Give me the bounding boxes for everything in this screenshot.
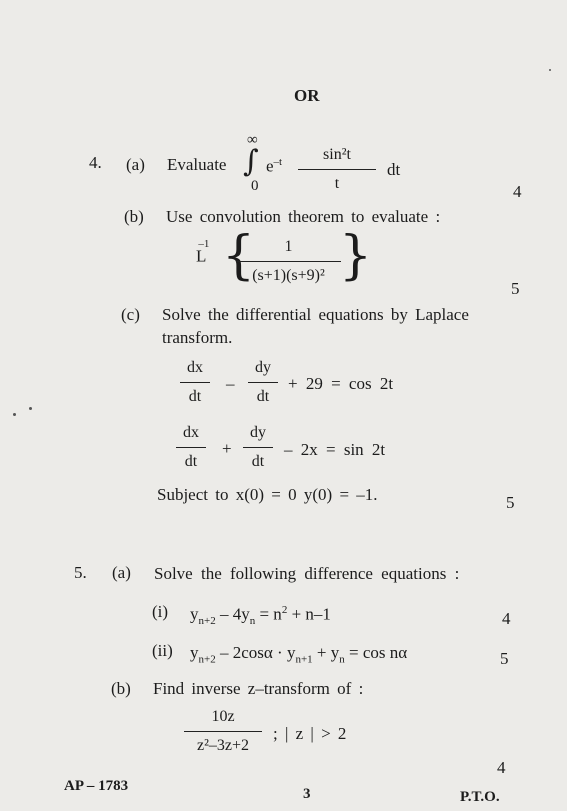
q4c-line1: Solve the differential equations by Laplace (162, 305, 469, 324)
q4b-denominator: (s+1)(s+9)² (252, 267, 325, 284)
eq2-dt1: dt (184, 453, 198, 470)
q5a-i-tail: + n–1 (287, 604, 331, 624)
q5a-i-y1: y (190, 604, 199, 624)
q4c-condition: Subject to x(0) = 0 y(0) = –1. (157, 485, 378, 504)
q4b-marks: 5 (511, 279, 520, 298)
eq1-operator: – (226, 374, 235, 393)
scan-speck (549, 69, 551, 71)
q5b-marks: 4 (497, 758, 506, 777)
q4b-close-brace: } (339, 226, 373, 286)
q5a-ii-rhs: = cos nα (344, 643, 408, 662)
q4a-exp-power: –t (273, 156, 283, 168)
eq2-dt2: dt (251, 453, 265, 470)
q5a-ii-label: (ii) (152, 641, 173, 660)
question-4-number: 4. (89, 153, 102, 172)
eq1-dy: dy (255, 359, 271, 376)
pto-label: P.T.O. (460, 789, 500, 805)
q5a-ii-tail: + y (312, 643, 340, 662)
q4c-marks: 5 (506, 493, 515, 512)
q4a-lower-limit: 0 (251, 178, 259, 194)
q5a-ii-tail-sub: n (339, 653, 345, 666)
q5a-ii-y1: y (190, 643, 199, 662)
q5a-i-marks: 4 (502, 609, 511, 628)
q4b-operator-letter: L (196, 246, 207, 266)
q5a-i-rhs-sup: 2 (281, 604, 288, 616)
q4a-label: (a) (126, 155, 145, 174)
eq1-dt1: dt (188, 388, 202, 405)
or-separator: OR (294, 86, 320, 105)
eq1-dy-dt (248, 359, 278, 406)
q5a-ii-mid: – 2cosα · y (215, 643, 296, 662)
q4a-exp-base: e (266, 156, 274, 176)
q5a-i-rhs: = n (255, 604, 282, 624)
page-number: 3 (303, 786, 311, 802)
eq1-dx: dx (187, 359, 203, 376)
q5a-text: Solve the following difference equations : (154, 564, 460, 583)
q5a-ii-marks: 5 (500, 649, 509, 668)
q5a-ii-y1-sub: n+2 (198, 653, 216, 666)
q4b-label: (b) (124, 207, 144, 226)
eq2-rest: – 2x = sin 2t (284, 440, 386, 459)
eq2-operator: + (222, 439, 232, 458)
paper-code: AP – 1783 (64, 778, 129, 794)
q4a-verb: Evaluate (167, 155, 227, 174)
q5b-condition: ; | z | > 2 (273, 724, 347, 743)
q5b-text: Find inverse z–transform of : (153, 679, 364, 698)
eq1-dx-dt (180, 359, 210, 406)
eq2-dx-dt (176, 424, 206, 471)
eq2-dx: dx (183, 424, 199, 441)
question-5-number: 5. (74, 563, 87, 582)
q5a-label: (a) (112, 563, 131, 582)
q4b-text: Use convolution theorem to evaluate : (166, 207, 441, 226)
eq2-dy: dy (250, 424, 266, 441)
scan-speck (29, 407, 32, 410)
q5b-fraction (184, 708, 262, 755)
q4a-marks: 4 (513, 182, 522, 201)
q4b-operator (196, 238, 217, 267)
q4c-label: (c) (121, 305, 140, 324)
eq2-dy-dt (243, 424, 273, 471)
q4a-numerator: sin²t (323, 146, 351, 163)
q5a-i-mid: – 4y (215, 604, 250, 624)
q5a-ii-equation (190, 643, 407, 665)
q4b-numerator: 1 (284, 238, 293, 255)
q5a-i-mid-sub: n (249, 615, 256, 628)
eq1-rest: + 29 = cos 2t (288, 374, 394, 393)
q4a-exponential (266, 156, 282, 177)
q5a-i-equation (190, 604, 331, 627)
q4a-denominator: t (334, 175, 340, 192)
q4b-operator-power: –1 (198, 238, 210, 250)
q5b-denominator: z²–3z+2 (196, 737, 250, 754)
integral-sign-icon: ∫ (243, 144, 259, 179)
q5a-ii-mid-sub: n+1 (295, 653, 313, 666)
q4a-fraction (298, 146, 376, 193)
q5b-numerator: 10z (211, 708, 235, 725)
q4b-open-brace: { (222, 226, 256, 286)
q4c-line2: transform. (162, 328, 233, 347)
q4b-fraction (236, 238, 341, 285)
q4a-upper-limit: ∞ (247, 132, 258, 148)
q5a-i-label: (i) (152, 602, 169, 621)
scan-speck (13, 413, 16, 416)
eq1-dt2: dt (256, 388, 270, 405)
q5a-i-y1-sub: n+2 (198, 615, 216, 628)
q5b-label: (b) (111, 679, 131, 698)
q4a-dt: dt (387, 160, 401, 179)
